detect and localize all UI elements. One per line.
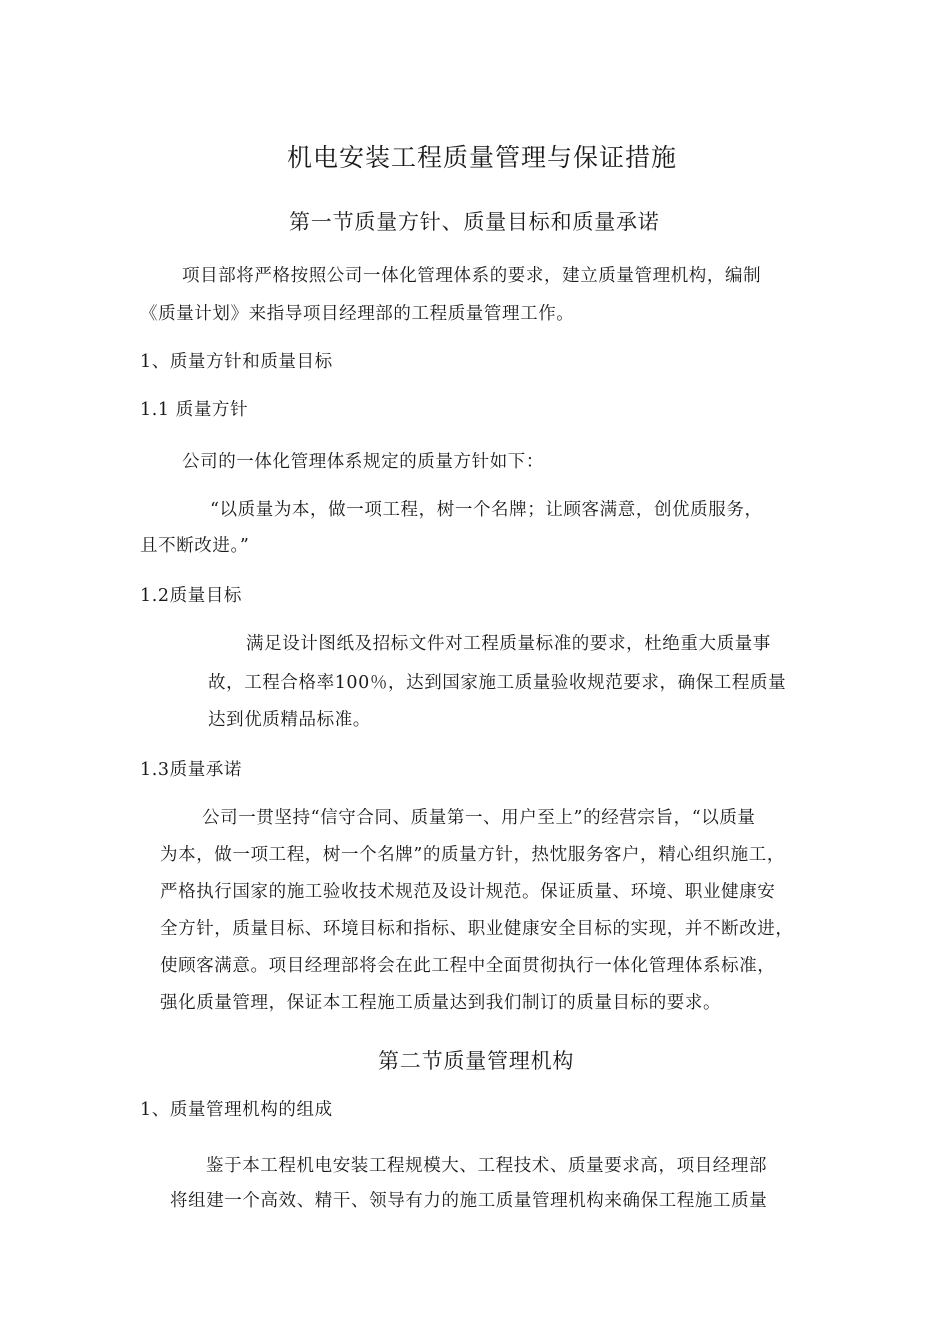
subheading-quality-policy-goals: 1、质量方针和质量目标 [140, 352, 333, 372]
commitment-line-2: 为本，做一项工程，树一个名牌”的质量方针，热忱服务客户，精心组织施工， [160, 845, 785, 865]
section1-intro-line-2: 《质量计划》来指导项目经理部的工程质量管理工作。 [140, 304, 575, 324]
commitment-line-4: 全方针，质量目标、环境目标和指标、职业健康安全目标的实现，并不断改进， [160, 919, 794, 939]
document-title: 机电安装工程质量管理与保证措施 [287, 143, 678, 172]
subheading-quality-commitment: 1.3质量承诺 [140, 760, 243, 780]
section1-intro-line-1: 项目部将严格按照公司一体化管理体系的要求，建立质量管理机构，编制 [182, 266, 762, 286]
section2-heading: 第二节质量管理机构 [378, 1049, 575, 1073]
section1-heading: 第一节质量方针、质量目标和质量承诺 [289, 210, 660, 234]
goal-line-3: 达到优质精品标准。 [208, 710, 371, 730]
section2-para-line-1: 鉴于本工程机电安装工程规模大、工程技术、质量要求高，项目经理部 [206, 1156, 768, 1176]
policy-quote-line-1: “以质量为本，做一项工程，树一个名牌；让顾客满意，创优质服务， [210, 500, 763, 520]
goal-line-1: 满足设计图纸及招标文件对工程质量标准的要求，杜绝重大质量事 [246, 634, 771, 654]
policy-intro: 公司的一体化管理体系规定的质量方针如下： [182, 452, 544, 472]
commitment-line-3: 严格执行国家的施工验收技术规范及设计规范。保证质量、环境、职业健康安 [160, 882, 776, 902]
commitment-line-6: 强化质量管理，保证本工程施工质量达到我们制订的质量目标的要求。 [160, 993, 722, 1013]
subheading-quality-org: 1、质量管理机构的组成 [140, 1100, 333, 1120]
subheading-quality-policy: 1.1 质量方针 [140, 400, 249, 420]
policy-quote-line-2: 且不断改进。” [140, 536, 250, 556]
commitment-line-1: 公司一贯坚持“信守合同、质量第一、用户至上”的经营宗旨，“以质量 [202, 808, 756, 828]
subheading-quality-goal: 1.2质量目标 [140, 586, 243, 606]
goal-line-2: 故，工程合格率100％，达到国家施工质量验收规范要求，确保工程质量 [208, 673, 787, 693]
section2-para-line-2: 将组建一个高效、精干、领导有力的施工质量管理机构来确保工程施工质量 [170, 1191, 768, 1211]
commitment-line-5: 使顾客满意。项目经理部将会在此工程中全面贯彻执行一体化管理体系标准， [160, 956, 776, 976]
